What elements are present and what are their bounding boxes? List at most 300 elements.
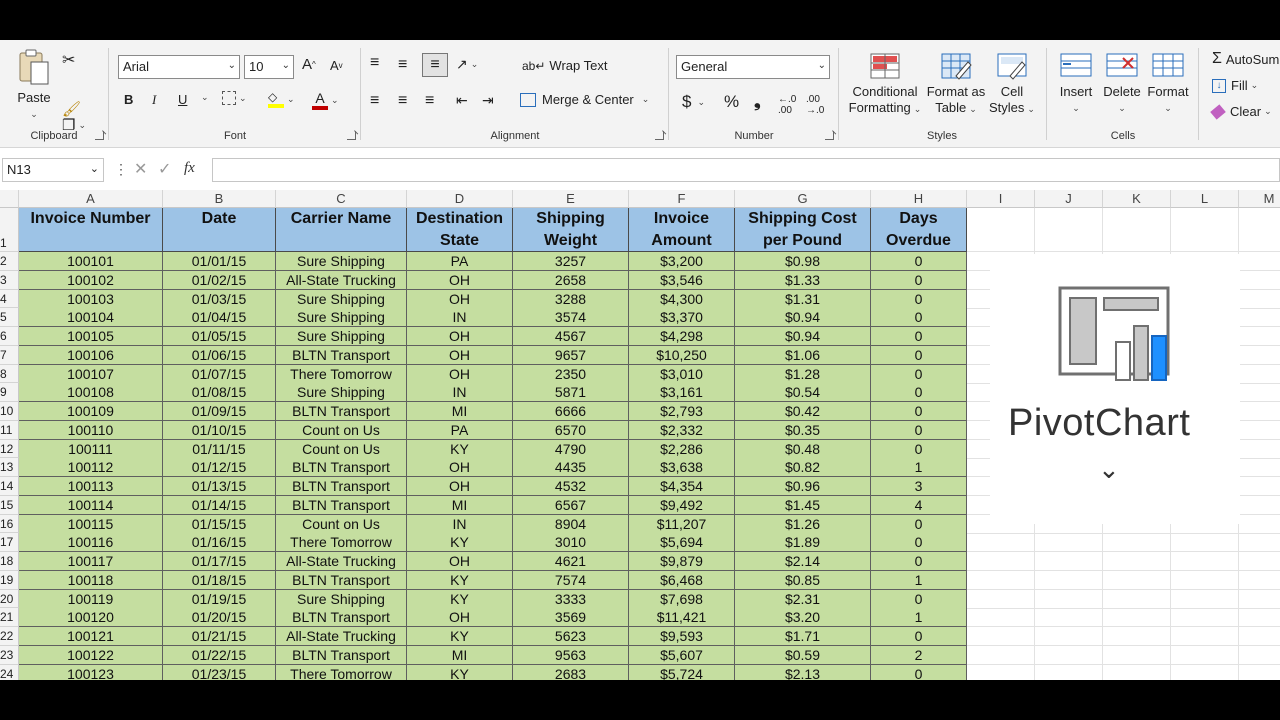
table-cell[interactable]: Sure Shipping <box>276 383 407 402</box>
table-cell[interactable]: Sure Shipping <box>276 327 407 346</box>
cell-styles-button[interactable]: Cell Styles ⌄ <box>986 52 1038 117</box>
table-cell[interactable]: $2.31 <box>735 590 871 609</box>
column-header-e[interactable]: E <box>513 190 629 208</box>
borders-button[interactable]: ⌄ <box>222 91 247 105</box>
table-cell[interactable]: $9,593 <box>629 627 735 646</box>
autosum-button[interactable]: Σ AutoSum <box>1212 50 1280 67</box>
table-cell[interactable]: KY <box>407 627 513 646</box>
table-cell[interactable]: $0.96 <box>735 477 871 496</box>
table-cell[interactable]: 0 <box>871 402 967 421</box>
underline-button[interactable]: U <box>178 92 188 107</box>
table-cell[interactable]: $0.35 <box>735 421 871 440</box>
table-cell[interactable]: 01/17/15 <box>163 552 276 571</box>
empty-cell[interactable] <box>967 608 1035 627</box>
table-cell[interactable]: 2350 <box>513 365 629 384</box>
table-cell[interactable]: BLTN Transport <box>276 646 407 665</box>
empty-cell[interactable] <box>1035 533 1103 552</box>
table-cell[interactable]: 6666 <box>513 402 629 421</box>
table-cell[interactable]: 0 <box>871 252 967 271</box>
column-title-cell[interactable] <box>871 208 967 252</box>
table-cell[interactable]: $6,468 <box>629 571 735 590</box>
table-cell[interactable]: BLTN Transport <box>276 496 407 515</box>
currency-button[interactable]: $ ⌄ <box>682 92 706 111</box>
row-header[interactable]: 18 <box>0 552 19 571</box>
empty-cell[interactable] <box>1171 665 1239 681</box>
table-cell[interactable]: $0.85 <box>735 571 871 590</box>
font-size-select[interactable]: 10 ⌄ <box>244 55 294 79</box>
empty-cell[interactable] <box>1239 365 1280 384</box>
pivotchart-button[interactable] <box>990 254 1240 524</box>
underline-chevron-icon[interactable]: ⌄ <box>201 92 209 102</box>
table-cell[interactable]: 100119 <box>19 590 163 609</box>
table-cell[interactable]: $9,492 <box>629 496 735 515</box>
table-cell[interactable]: $0.82 <box>735 458 871 477</box>
table-cell[interactable]: BLTN Transport <box>276 571 407 590</box>
decrease-indent-button[interactable] <box>456 92 468 109</box>
table-cell[interactable]: 01/04/15 <box>163 308 276 327</box>
table-cell[interactable]: 0 <box>871 515 967 534</box>
empty-cell[interactable] <box>1239 346 1280 365</box>
empty-cell[interactable] <box>1239 515 1280 534</box>
table-cell[interactable]: 100122 <box>19 646 163 665</box>
table-cell[interactable]: 9657 <box>513 346 629 365</box>
column-title-cell[interactable] <box>19 208 163 252</box>
table-cell[interactable]: 100112 <box>19 458 163 477</box>
table-cell[interactable]: KY <box>407 440 513 459</box>
format-cells-button[interactable]: Format ⌄ <box>1146 50 1190 116</box>
table-cell[interactable]: MI <box>407 402 513 421</box>
table-cell[interactable]: MI <box>407 496 513 515</box>
row-header[interactable]: 24 <box>0 665 19 681</box>
table-cell[interactable]: $1.31 <box>735 290 871 309</box>
table-cell[interactable]: 01/06/15 <box>163 346 276 365</box>
empty-cell[interactable] <box>1035 571 1103 590</box>
row-header[interactable]: 6 <box>0 327 19 346</box>
empty-cell[interactable] <box>967 552 1035 571</box>
empty-cell[interactable] <box>1035 665 1103 681</box>
table-cell[interactable]: 4532 <box>513 477 629 496</box>
table-cell[interactable]: There Tomorrow <box>276 665 407 681</box>
empty-cell[interactable] <box>1239 208 1280 252</box>
table-cell[interactable]: $0.94 <box>735 308 871 327</box>
table-cell[interactable]: 100108 <box>19 383 163 402</box>
table-cell[interactable]: $2,286 <box>629 440 735 459</box>
column-title-cell[interactable] <box>407 208 513 252</box>
row-header[interactable]: 23 <box>0 646 19 665</box>
table-cell[interactable]: 01/02/15 <box>163 271 276 290</box>
table-cell[interactable]: 1 <box>871 571 967 590</box>
number-format-select[interactable]: General ⌄ <box>676 55 830 79</box>
empty-cell[interactable] <box>1239 290 1280 309</box>
empty-cell[interactable] <box>1239 646 1280 665</box>
align-center-button[interactable] <box>398 92 407 110</box>
table-cell[interactable]: 01/08/15 <box>163 383 276 402</box>
table-cell[interactable]: Sure Shipping <box>276 252 407 271</box>
table-cell[interactable]: 100121 <box>19 627 163 646</box>
table-cell[interactable]: 0 <box>871 590 967 609</box>
row-header[interactable]: 8 <box>0 365 19 384</box>
table-cell[interactable]: 2683 <box>513 665 629 681</box>
column-title-cell[interactable] <box>163 208 276 252</box>
table-cell[interactable]: All-State Trucking <box>276 271 407 290</box>
table-cell[interactable]: 5871 <box>513 383 629 402</box>
empty-cell[interactable] <box>1035 627 1103 646</box>
column-header-d[interactable]: D <box>407 190 513 208</box>
table-cell[interactable]: $0.54 <box>735 383 871 402</box>
row-header[interactable]: 21 <box>0 608 19 627</box>
table-cell[interactable]: $10,250 <box>629 346 735 365</box>
font-launcher-icon[interactable] <box>347 131 356 140</box>
empty-cell[interactable] <box>1239 327 1280 346</box>
table-cell[interactable]: 100105 <box>19 327 163 346</box>
table-cell[interactable]: 0 <box>871 665 967 681</box>
align-right-button[interactable] <box>425 92 434 110</box>
table-cell[interactable]: 6567 <box>513 496 629 515</box>
row-header[interactable]: 14 <box>0 477 19 496</box>
table-cell[interactable]: 01/13/15 <box>163 477 276 496</box>
empty-cell[interactable] <box>1171 533 1239 552</box>
row-header[interactable]: 16 <box>0 515 19 534</box>
table-cell[interactable]: 01/21/15 <box>163 627 276 646</box>
empty-cell[interactable] <box>1103 590 1171 609</box>
table-cell[interactable]: There Tomorrow <box>276 365 407 384</box>
empty-cell[interactable] <box>1035 208 1103 252</box>
table-cell[interactable]: Sure Shipping <box>276 308 407 327</box>
row-header[interactable]: 5 <box>0 308 19 327</box>
row-header[interactable]: 13 <box>0 458 19 477</box>
table-cell[interactable]: 100103 <box>19 290 163 309</box>
table-cell[interactable]: 3333 <box>513 590 629 609</box>
row-header[interactable]: 4 <box>0 290 19 309</box>
empty-cell[interactable] <box>967 571 1035 590</box>
table-cell[interactable]: 01/05/15 <box>163 327 276 346</box>
table-cell[interactable]: $4,354 <box>629 477 735 496</box>
table-cell[interactable]: 01/22/15 <box>163 646 276 665</box>
column-header-c[interactable]: C <box>276 190 407 208</box>
table-cell[interactable]: $1.28 <box>735 365 871 384</box>
table-cell[interactable]: OH <box>407 346 513 365</box>
empty-cell[interactable] <box>1103 552 1171 571</box>
table-cell[interactable]: $5,694 <box>629 533 735 552</box>
empty-cell[interactable] <box>1239 533 1280 552</box>
table-cell[interactable]: 4 <box>871 496 967 515</box>
percent-button[interactable]: % <box>724 92 740 111</box>
table-cell[interactable]: 1 <box>871 608 967 627</box>
copy-button[interactable]: ❐ ⌄ <box>62 117 86 134</box>
table-cell[interactable]: $3,370 <box>629 308 735 327</box>
table-cell[interactable]: 01/19/15 <box>163 590 276 609</box>
table-cell[interactable]: $1.71 <box>735 627 871 646</box>
table-cell[interactable]: 100115 <box>19 515 163 534</box>
table-cell[interactable]: 100113 <box>19 477 163 496</box>
table-cell[interactable]: MI <box>407 646 513 665</box>
empty-cell[interactable] <box>1239 608 1280 627</box>
empty-cell[interactable] <box>1239 271 1280 290</box>
table-cell[interactable]: 0 <box>871 327 967 346</box>
table-cell[interactable]: Count on Us <box>276 515 407 534</box>
table-cell[interactable]: 0 <box>871 365 967 384</box>
empty-cell[interactable] <box>1171 608 1239 627</box>
table-cell[interactable]: OH <box>407 327 513 346</box>
table-cell[interactable]: OH <box>407 458 513 477</box>
table-cell[interactable]: $0.42 <box>735 402 871 421</box>
table-cell[interactable]: 100111 <box>19 440 163 459</box>
empty-cell[interactable] <box>967 208 1035 252</box>
table-cell[interactable]: Sure Shipping <box>276 290 407 309</box>
table-cell[interactable]: 7574 <box>513 571 629 590</box>
table-cell[interactable]: 9563 <box>513 646 629 665</box>
table-cell[interactable]: 0 <box>871 290 967 309</box>
column-title-cell[interactable] <box>629 208 735 252</box>
table-cell[interactable]: 100120 <box>19 608 163 627</box>
table-cell[interactable]: 0 <box>871 383 967 402</box>
table-cell[interactable]: $11,421 <box>629 608 735 627</box>
table-cell[interactable]: KY <box>407 533 513 552</box>
empty-cell[interactable] <box>1035 646 1103 665</box>
wrap-text-button[interactable]: ab↵ Wrap Text <box>522 58 608 73</box>
table-cell[interactable]: 0 <box>871 308 967 327</box>
table-cell[interactable]: 3574 <box>513 308 629 327</box>
table-cell[interactable]: 3257 <box>513 252 629 271</box>
align-left-button[interactable] <box>370 92 379 110</box>
table-cell[interactable]: There Tomorrow <box>276 533 407 552</box>
bold-button[interactable]: B <box>124 92 134 107</box>
table-cell[interactable]: 01/15/15 <box>163 515 276 534</box>
table-cell[interactable]: $2,332 <box>629 421 735 440</box>
empty-cell[interactable] <box>1171 208 1239 252</box>
table-cell[interactable]: IN <box>407 515 513 534</box>
table-cell[interactable]: $4,300 <box>629 290 735 309</box>
table-cell[interactable]: 6570 <box>513 421 629 440</box>
table-cell[interactable]: 01/16/15 <box>163 533 276 552</box>
decrease-font-button[interactable]: A v <box>330 58 343 73</box>
table-cell[interactable]: KY <box>407 665 513 681</box>
row-header[interactable]: 15 <box>0 496 19 515</box>
table-cell[interactable]: $3.20 <box>735 608 871 627</box>
name-box[interactable]: N13 ⌄ <box>2 158 104 182</box>
column-title-cell[interactable] <box>513 208 629 252</box>
table-cell[interactable]: 2658 <box>513 271 629 290</box>
table-cell[interactable]: 100109 <box>19 402 163 421</box>
empty-cell[interactable] <box>1103 533 1171 552</box>
table-cell[interactable]: 100114 <box>19 496 163 515</box>
clear-button[interactable]: Clear ⌄ <box>1212 104 1272 119</box>
table-cell[interactable]: 01/11/15 <box>163 440 276 459</box>
row-header[interactable]: 7 <box>0 346 19 365</box>
row-header[interactable]: 20 <box>0 590 19 609</box>
fill-color-button[interactable]: ◇ ⌄ <box>268 90 295 108</box>
table-cell[interactable]: OH <box>407 365 513 384</box>
row-header[interactable]: 10 <box>0 402 19 421</box>
column-header-b[interactable]: B <box>163 190 276 208</box>
orientation-button[interactable]: ↗ ⌄ <box>456 56 479 72</box>
insert-button[interactable]: Insert ⌄ <box>1054 52 1098 116</box>
table-cell[interactable]: OH <box>407 271 513 290</box>
increase-font-button[interactable]: A ^ <box>302 56 316 73</box>
table-cell[interactable]: $3,200 <box>629 252 735 271</box>
empty-cell[interactable] <box>1239 308 1280 327</box>
font-color-button[interactable]: A ⌄ <box>312 90 339 110</box>
table-cell[interactable]: OH <box>407 290 513 309</box>
empty-cell[interactable] <box>1103 608 1171 627</box>
column-header-f[interactable]: F <box>629 190 735 208</box>
empty-cell[interactable] <box>1239 496 1280 515</box>
empty-cell[interactable] <box>1239 627 1280 646</box>
table-cell[interactable]: 100123 <box>19 665 163 681</box>
table-cell[interactable]: $0.98 <box>735 252 871 271</box>
empty-cell[interactable] <box>1239 402 1280 421</box>
table-cell[interactable]: 01/14/15 <box>163 496 276 515</box>
table-cell[interactable]: 0 <box>871 271 967 290</box>
empty-cell[interactable] <box>1239 421 1280 440</box>
table-cell[interactable]: $1.33 <box>735 271 871 290</box>
cut-button[interactable] <box>62 50 75 70</box>
column-header-l[interactable]: L <box>1171 190 1239 208</box>
paste-button[interactable] <box>14 48 54 122</box>
table-cell[interactable]: $3,010 <box>629 365 735 384</box>
empty-cell[interactable] <box>1103 627 1171 646</box>
table-cell[interactable]: IN <box>407 308 513 327</box>
table-cell[interactable]: $5,724 <box>629 665 735 681</box>
table-cell[interactable]: 4790 <box>513 440 629 459</box>
select-all-corner[interactable] <box>0 190 19 208</box>
table-cell[interactable]: 0 <box>871 421 967 440</box>
table-cell[interactable]: $3,638 <box>629 458 735 477</box>
table-cell[interactable]: 01/03/15 <box>163 290 276 309</box>
empty-cell[interactable] <box>1103 665 1171 681</box>
table-cell[interactable]: BLTN Transport <box>276 402 407 421</box>
increase-indent-button[interactable] <box>482 92 494 109</box>
table-cell[interactable]: PA <box>407 421 513 440</box>
table-cell[interactable]: KY <box>407 590 513 609</box>
table-cell[interactable]: 0 <box>871 533 967 552</box>
table-cell[interactable]: $3,161 <box>629 383 735 402</box>
italic-button[interactable]: I <box>152 92 157 107</box>
column-title-cell[interactable] <box>735 208 871 252</box>
increase-decimal-button[interactable] <box>778 94 796 116</box>
table-cell[interactable]: $2.13 <box>735 665 871 681</box>
empty-cell[interactable] <box>1103 208 1171 252</box>
table-cell[interactable]: BLTN Transport <box>276 608 407 627</box>
empty-cell[interactable] <box>1171 590 1239 609</box>
table-cell[interactable]: PA <box>407 252 513 271</box>
table-cell[interactable]: 0 <box>871 346 967 365</box>
table-cell[interactable]: 0 <box>871 627 967 646</box>
clipboard-launcher-icon[interactable] <box>95 131 104 140</box>
column-header-g[interactable]: G <box>735 190 871 208</box>
row-header[interactable]: 12 <box>0 440 19 459</box>
row-header[interactable]: 22 <box>0 627 19 646</box>
column-header-i[interactable]: I <box>967 190 1035 208</box>
conditional-formatting-button[interactable]: Conditional Formatting ⌄ <box>846 52 924 117</box>
decrease-decimal-button[interactable] <box>806 94 824 116</box>
table-cell[interactable]: 3010 <box>513 533 629 552</box>
empty-cell[interactable] <box>1171 571 1239 590</box>
table-cell[interactable]: $4,298 <box>629 327 735 346</box>
empty-cell[interactable] <box>967 533 1035 552</box>
empty-cell[interactable] <box>967 665 1035 681</box>
table-cell[interactable]: 3569 <box>513 608 629 627</box>
table-cell[interactable]: 4435 <box>513 458 629 477</box>
empty-cell[interactable] <box>1035 590 1103 609</box>
table-cell[interactable]: $0.48 <box>735 440 871 459</box>
table-cell[interactable]: $7,698 <box>629 590 735 609</box>
alignment-launcher-icon[interactable] <box>655 131 664 140</box>
table-cell[interactable]: OH <box>407 608 513 627</box>
table-cell[interactable]: 1 <box>871 458 967 477</box>
column-header-a[interactable]: A <box>19 190 163 208</box>
comma-button[interactable]: ❟ <box>754 92 761 111</box>
more-options-icon[interactable]: ⋮ <box>114 161 128 177</box>
empty-cell[interactable] <box>1239 440 1280 459</box>
table-cell[interactable]: 100101 <box>19 252 163 271</box>
format-painter-button[interactable] <box>62 100 81 118</box>
row-header[interactable]: 17 <box>0 533 19 552</box>
row-header[interactable]: 19 <box>0 571 19 590</box>
table-cell[interactable]: 01/07/15 <box>163 365 276 384</box>
align-top-button[interactable] <box>370 54 379 72</box>
empty-cell[interactable] <box>1171 552 1239 571</box>
fill-button[interactable]: ↓ Fill ⌄ <box>1212 78 1258 93</box>
table-cell[interactable]: 4567 <box>513 327 629 346</box>
table-cell[interactable]: 100106 <box>19 346 163 365</box>
formula-input[interactable] <box>212 158 1280 182</box>
table-cell[interactable]: 100107 <box>19 365 163 384</box>
empty-cell[interactable] <box>967 646 1035 665</box>
cancel-icon[interactable]: ✕ <box>134 161 148 178</box>
empty-cell[interactable] <box>1239 252 1280 271</box>
empty-cell[interactable] <box>1239 477 1280 496</box>
table-cell[interactable]: OH <box>407 477 513 496</box>
empty-cell[interactable] <box>1239 665 1280 681</box>
table-cell[interactable]: $5,607 <box>629 646 735 665</box>
table-cell[interactable]: $1.06 <box>735 346 871 365</box>
table-cell[interactable]: 100110 <box>19 421 163 440</box>
table-cell[interactable]: 01/20/15 <box>163 608 276 627</box>
column-header-k[interactable]: K <box>1103 190 1171 208</box>
table-cell[interactable]: $1.45 <box>735 496 871 515</box>
empty-cell[interactable] <box>1103 646 1171 665</box>
table-cell[interactable]: Count on Us <box>276 440 407 459</box>
table-cell[interactable]: IN <box>407 383 513 402</box>
table-cell[interactable]: 100116 <box>19 533 163 552</box>
align-middle-button[interactable] <box>398 56 407 74</box>
row-header[interactable]: 11 <box>0 421 19 440</box>
table-cell[interactable]: 01/10/15 <box>163 421 276 440</box>
table-cell[interactable]: 5623 <box>513 627 629 646</box>
table-cell[interactable]: 0 <box>871 552 967 571</box>
align-bottom-button[interactable] <box>422 53 448 77</box>
table-cell[interactable]: BLTN Transport <box>276 346 407 365</box>
table-cell[interactable]: KY <box>407 571 513 590</box>
table-cell[interactable]: 01/01/15 <box>163 252 276 271</box>
table-cell[interactable]: 3 <box>871 477 967 496</box>
row-header[interactable]: 3 <box>0 271 19 290</box>
table-cell[interactable]: $0.94 <box>735 327 871 346</box>
table-cell[interactable]: 01/23/15 <box>163 665 276 681</box>
delete-button[interactable]: Delete ⌄ <box>1100 52 1144 116</box>
empty-cell[interactable] <box>1239 458 1280 477</box>
table-cell[interactable]: All-State Trucking <box>276 627 407 646</box>
table-cell[interactable]: 4621 <box>513 552 629 571</box>
table-cell[interactable]: $2,793 <box>629 402 735 421</box>
table-cell[interactable]: OH <box>407 552 513 571</box>
table-cell[interactable]: 100118 <box>19 571 163 590</box>
empty-cell[interactable] <box>1239 552 1280 571</box>
table-cell[interactable]: $1.89 <box>735 533 871 552</box>
row-header[interactable]: 9 <box>0 383 19 402</box>
table-cell[interactable]: Count on Us <box>276 421 407 440</box>
